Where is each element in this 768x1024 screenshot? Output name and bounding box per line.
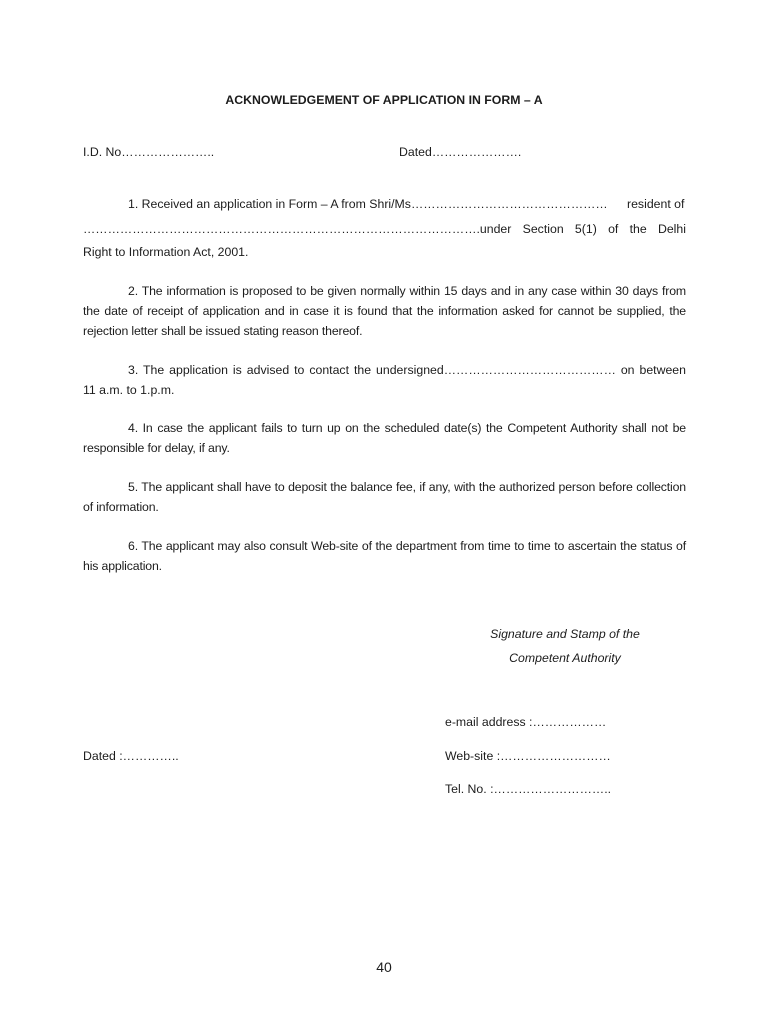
dated-field: Dated………………….: [399, 145, 522, 159]
paragraph-3-text: 3. The application is advised to contact the undersigned…………………………………… on between 11 a.m. to 1.p.m.: [83, 363, 686, 397]
paragraph-4: [83, 418, 686, 458]
footer-dated-field: Dated :…………..: [83, 749, 179, 763]
paragraph-5: [83, 477, 686, 517]
paragraph-1-line-1: 1. Received an application in Form – A from Shri/Ms…………………………………………: [128, 197, 608, 211]
paragraph-1-line-2: …………………………………………………………………………………….under Section 5(1) of the Delhi: [83, 222, 686, 236]
paragraph-6: [83, 536, 686, 576]
paragraph-2: [83, 281, 686, 341]
document-title: ACKNOWLEDGEMENT OF APPLICATION IN FORM – A: [225, 93, 543, 107]
paragraph-6-text: 6. The applicant may also consult Web-site of the department from time to time to ascertain the status of his application.: [83, 539, 686, 573]
paragraph-1-resident-of: resident of: [627, 197, 685, 211]
website-field: Web-site :………………………: [445, 749, 611, 763]
paragraph-1-line-3: Right to Information Act, 2001.: [83, 245, 249, 259]
signature-line-2: Competent Authority: [509, 651, 621, 665]
paragraph-3: [83, 360, 686, 400]
telephone-field: Tel. No. :………………………..: [445, 782, 612, 796]
email-address-field: e-mail address :………………: [445, 715, 607, 729]
id-number-field: I.D. No…………………..: [83, 145, 215, 159]
paragraph-2-text: 2. The information is proposed to be given normally within 15 days and in any case within 30 days from the date of receipt of application and in case it is found that the information asked for cannot be supplied, the rejection letter shall be issued stating reason thereof.: [83, 284, 686, 338]
page-number: 40: [376, 959, 392, 975]
paragraph-5-text: 5. The applicant shall have to deposit the balance fee, if any, with the authorized person before collection of information.: [83, 480, 686, 514]
signature-block: [470, 622, 660, 670]
signature-line-1: Signature and Stamp of the: [490, 627, 640, 641]
paragraph-4-text: 4. In case the applicant fails to turn up on the scheduled date(s) the Competent Authority shall not be responsible for delay, if any.: [83, 421, 686, 455]
